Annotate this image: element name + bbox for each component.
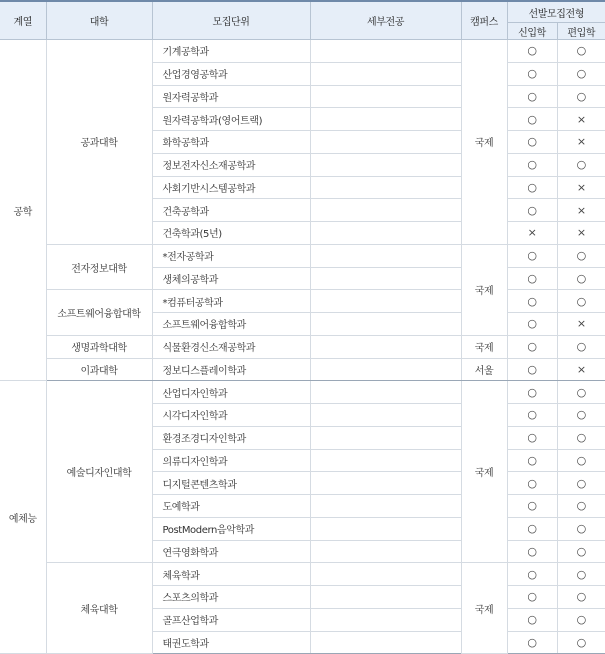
transfer-mark: ○ (557, 335, 605, 358)
freshman-mark: ○ (507, 199, 557, 222)
major-cell (310, 267, 461, 290)
transfer-mark: × (557, 358, 605, 381)
major-cell (310, 153, 461, 176)
header-major: 세부전공 (310, 1, 461, 40)
table-row (0, 335, 605, 358)
transfer-mark: ○ (557, 495, 605, 518)
unit-cell: 화학공학과 (152, 131, 310, 154)
freshman-mark: ○ (507, 244, 557, 267)
major-cell (310, 199, 461, 222)
campus-cell: 국제 (461, 381, 507, 563)
unit-cell: 소프트웨어융합학과 (152, 313, 310, 336)
major-cell (310, 540, 461, 563)
major-cell (310, 608, 461, 631)
transfer-mark: ○ (557, 449, 605, 472)
header-college: 대학 (46, 1, 152, 40)
table-row (0, 244, 605, 267)
field-cell: 공학 (0, 40, 46, 381)
unit-cell: 건축학과(5년) (152, 222, 310, 245)
campus-cell: 국제 (461, 335, 507, 358)
unit-cell: 산업경영공학과 (152, 62, 310, 85)
major-cell (310, 517, 461, 540)
unit-cell: 생체의공학과 (152, 267, 310, 290)
transfer-mark: × (557, 199, 605, 222)
freshman-mark: ○ (507, 381, 557, 404)
major-cell (310, 40, 461, 63)
transfer-mark: ○ (557, 472, 605, 495)
college-cell: 이과대학 (46, 358, 152, 381)
unit-cell: 정보디스플레이학과 (152, 358, 310, 381)
college-cell: 체육대학 (46, 563, 152, 654)
transfer-mark: × (557, 313, 605, 336)
unit-cell: *컴퓨터공학과 (152, 290, 310, 313)
major-cell (310, 586, 461, 609)
college-cell: 전자정보대학 (46, 244, 152, 290)
major-cell (310, 131, 461, 154)
transfer-mark: × (557, 176, 605, 199)
major-cell (310, 472, 461, 495)
transfer-mark: ○ (557, 608, 605, 631)
transfer-mark: ○ (557, 290, 605, 313)
major-cell (310, 62, 461, 85)
college-cell: 공과대학 (46, 40, 152, 245)
major-cell (310, 631, 461, 654)
college-cell: 소프트웨어융합대학 (46, 290, 152, 336)
freshman-mark: ○ (507, 267, 557, 290)
transfer-mark: ○ (557, 586, 605, 609)
unit-cell: 시각디자인학과 (152, 404, 310, 427)
freshman-mark: ○ (507, 40, 557, 63)
unit-cell: 디지털콘텐츠학과 (152, 472, 310, 495)
freshman-mark: ○ (507, 335, 557, 358)
freshman-mark: ○ (507, 153, 557, 176)
table-row (0, 290, 605, 313)
transfer-mark: ○ (557, 153, 605, 176)
campus-cell: 국제 (461, 244, 507, 335)
major-cell (310, 358, 461, 381)
freshman-mark: ○ (507, 108, 557, 131)
college-cell: 생명과학대학 (46, 335, 152, 358)
freshman-mark: ○ (507, 517, 557, 540)
table-body (0, 40, 605, 654)
major-cell (310, 404, 461, 427)
freshman-mark: ○ (507, 495, 557, 518)
major-cell (310, 426, 461, 449)
transfer-mark: ○ (557, 40, 605, 63)
unit-cell: 건축공학과 (152, 199, 310, 222)
major-cell (310, 495, 461, 518)
freshman-mark: ○ (507, 540, 557, 563)
header-unit: 모집단위 (152, 1, 310, 40)
unit-cell: 연극영화학과 (152, 540, 310, 563)
table-header (0, 1, 605, 40)
unit-cell: 정보전자신소재공학과 (152, 153, 310, 176)
major-cell (310, 563, 461, 586)
unit-cell: 원자력공학과(영어트랙) (152, 108, 310, 131)
unit-cell: *전자공학과 (152, 244, 310, 267)
major-cell (310, 290, 461, 313)
transfer-mark: ○ (557, 381, 605, 404)
freshman-mark: ○ (507, 586, 557, 609)
freshman-mark: ○ (507, 404, 557, 427)
transfer-mark: ○ (557, 62, 605, 85)
major-cell (310, 108, 461, 131)
transfer-mark: × (557, 222, 605, 245)
unit-cell: 사회기반시스템공학과 (152, 176, 310, 199)
freshman-mark: ○ (507, 85, 557, 108)
header-freshman: 신입학 (507, 23, 557, 40)
freshman-mark: ○ (507, 563, 557, 586)
transfer-mark: ○ (557, 267, 605, 290)
unit-cell: 기계공학과 (152, 40, 310, 63)
major-cell (310, 335, 461, 358)
transfer-mark: ○ (557, 244, 605, 267)
major-cell (310, 313, 461, 336)
major-cell (310, 176, 461, 199)
header-transfer: 편입학 (557, 23, 605, 40)
table-row (0, 563, 605, 586)
header-field: 계열 (0, 1, 46, 40)
freshman-mark: ○ (507, 358, 557, 381)
unit-cell: 스포츠의학과 (152, 586, 310, 609)
unit-cell: 원자력공학과 (152, 85, 310, 108)
transfer-mark: ○ (557, 404, 605, 427)
college-cell: 예술디자인대학 (46, 381, 152, 563)
major-cell (310, 381, 461, 404)
unit-cell: 의류디자인학과 (152, 449, 310, 472)
campus-cell: 서울 (461, 358, 507, 381)
transfer-mark: ○ (557, 517, 605, 540)
freshman-mark: × (507, 222, 557, 245)
unit-cell: 산업디자인학과 (152, 381, 310, 404)
transfer-mark: ○ (557, 563, 605, 586)
transfer-mark: × (557, 108, 605, 131)
campus-cell: 국제 (461, 563, 507, 654)
transfer-mark: ○ (557, 426, 605, 449)
campus-cell: 국제 (461, 40, 507, 245)
transfer-mark: ○ (557, 85, 605, 108)
transfer-mark: ○ (557, 631, 605, 654)
unit-cell: 도예학과 (152, 495, 310, 518)
freshman-mark: ○ (507, 608, 557, 631)
major-cell (310, 244, 461, 267)
unit-cell: 식물환경신소재공학과 (152, 335, 310, 358)
major-cell (310, 449, 461, 472)
transfer-mark: ○ (557, 540, 605, 563)
major-cell (310, 85, 461, 108)
freshman-mark: ○ (507, 176, 557, 199)
header-admission-type: 선발모집전형 (507, 1, 605, 23)
freshman-mark: ○ (507, 290, 557, 313)
major-cell (310, 222, 461, 245)
freshman-mark: ○ (507, 131, 557, 154)
freshman-mark: ○ (507, 449, 557, 472)
freshman-mark: ○ (507, 426, 557, 449)
table-row (0, 358, 605, 381)
unit-cell: 체육학과 (152, 563, 310, 586)
table-row (0, 40, 605, 63)
transfer-mark: × (557, 131, 605, 154)
unit-cell: PostModern음악학과 (152, 517, 310, 540)
unit-cell: 환경조경디자인학과 (152, 426, 310, 449)
freshman-mark: ○ (507, 472, 557, 495)
table-row (0, 381, 605, 404)
freshman-mark: ○ (507, 62, 557, 85)
freshman-mark: ○ (507, 313, 557, 336)
freshman-mark: ○ (507, 631, 557, 654)
header-campus: 캠퍼스 (461, 1, 507, 40)
unit-cell: 골프산업학과 (152, 608, 310, 631)
field-cell: 예체능 (0, 381, 46, 654)
unit-cell: 태권도학과 (152, 631, 310, 654)
